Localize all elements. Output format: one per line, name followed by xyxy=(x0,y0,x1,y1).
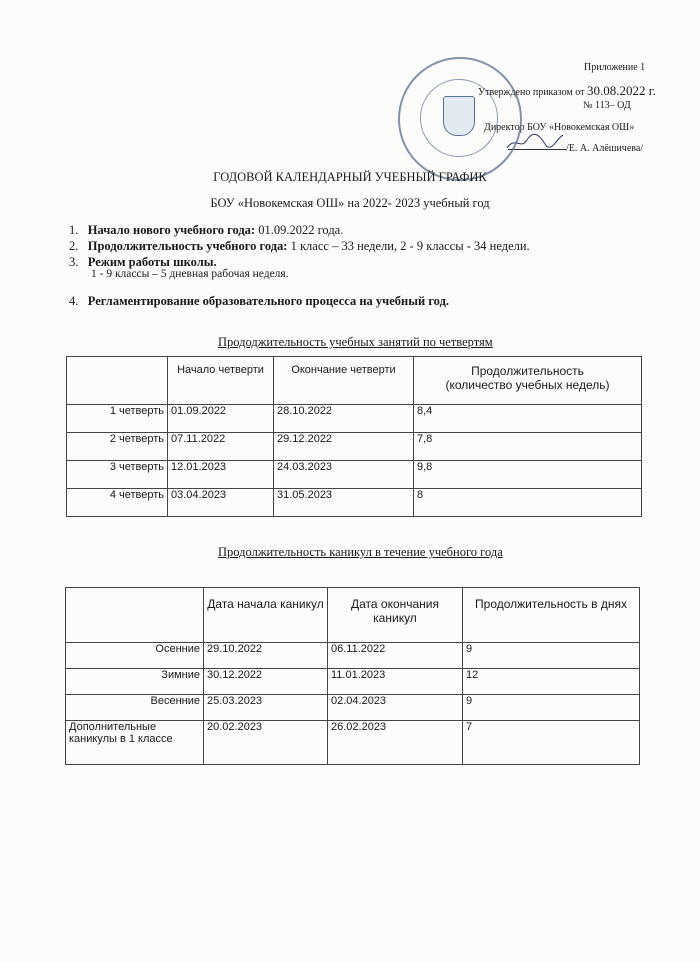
table-row xyxy=(66,669,640,695)
table2-caption: Продолжительность каникул в течение учебного года xyxy=(218,545,503,559)
table-row xyxy=(66,721,640,765)
header-cell: Начало четверти xyxy=(168,357,274,405)
page-subtitle: БОУ «Новокемская ОШ» на 2022- 2023 учебный год xyxy=(210,196,490,210)
approval-date: 30.08.2022 г. xyxy=(586,83,656,98)
item-number: 4. xyxy=(69,294,79,308)
table-cell: 9 xyxy=(463,643,640,669)
table-header-row xyxy=(67,357,642,405)
table-cell: 11.01.2023 xyxy=(328,669,463,695)
item-number: 3. xyxy=(69,255,79,269)
table-cell: 2 четверть xyxy=(67,433,168,461)
approval-text: Утверждено приказом от xyxy=(478,87,587,98)
table-cell: 07.11.2022 xyxy=(168,433,274,461)
item-number: 1. xyxy=(69,223,79,237)
signature-name: /Е. А. Алёшичева/ xyxy=(566,143,644,154)
table-cell: 7 xyxy=(463,721,640,765)
table1-caption: Прододжительность учебных занятий по четвертям xyxy=(218,335,493,349)
header-cell xyxy=(67,357,168,405)
item-value: 1 класс – 33 недели, 2 - 9 классы - 34 недели. xyxy=(287,239,530,253)
header-cell: Продолжительность в днях xyxy=(463,588,640,643)
table-cell: 1 четверть xyxy=(67,405,168,433)
table-cell: 02.04.2023 xyxy=(328,695,463,721)
page-title: ГОДОВОЙ КАЛЕНДАРНЫЙ УЧЕБНЫЙ ГРАФИК xyxy=(213,170,487,184)
table-row xyxy=(67,489,642,517)
item-label: Продолжительность учебного года: xyxy=(87,239,288,253)
table-row xyxy=(67,405,642,433)
table-row xyxy=(67,433,642,461)
table-cell: Весенние xyxy=(66,695,204,721)
item-label: Начало нового учебного года: xyxy=(87,223,256,237)
table-cell: 26.02.2023 xyxy=(328,721,463,765)
table-cell: Зимние xyxy=(66,669,204,695)
header-cell: Окончание четверти xyxy=(274,357,414,405)
item-3-detail: 1 - 9 классы – 5 дневная рабочая неделя. xyxy=(91,268,289,280)
table-cell: 12 xyxy=(463,669,640,695)
item-value: 01.09.2022 года. xyxy=(255,223,344,237)
header-cell: Дата окончания каникул xyxy=(328,588,463,643)
table-cell: 20.02.2023 xyxy=(204,721,328,765)
table-cell: 01.09.2022 xyxy=(168,405,274,433)
table-cell: 25.03.2023 xyxy=(204,695,328,721)
item-label: Режим работы школы. xyxy=(87,255,217,269)
holidays-table xyxy=(65,587,640,765)
item-1 xyxy=(69,223,343,238)
item-4 xyxy=(69,294,449,309)
table-cell: 29.12.2022 xyxy=(274,433,414,461)
coat-of-arms-icon xyxy=(443,96,475,136)
quarters-table xyxy=(66,356,642,517)
table-cell: 31.05.2023 xyxy=(274,489,414,517)
item-2 xyxy=(69,239,530,254)
item-label: Регламентирование образовательного процесса на учебный год. xyxy=(87,294,450,308)
header-cell: Продолжительность (количество учебных недель) xyxy=(414,357,642,405)
table-cell: Дополнительные каникулы в 1 классе xyxy=(66,721,204,765)
table-cell: 3 четверть xyxy=(67,461,168,489)
table-row xyxy=(66,643,640,669)
item-number: 2. xyxy=(69,239,79,253)
table-cell: 7,8 xyxy=(414,433,642,461)
table-row xyxy=(67,461,642,489)
table-cell: 06.11.2022 xyxy=(328,643,463,669)
table-cell: 28.10.2022 xyxy=(274,405,414,433)
header-cell: Дата начала каникул xyxy=(204,588,328,643)
table-cell: 4 четверть xyxy=(67,489,168,517)
director-title: Директор БОУ «Новокемская ОШ» xyxy=(484,122,635,133)
order-number: № 113– ОД xyxy=(583,100,631,111)
table-cell: 8 xyxy=(414,489,642,517)
table-cell: 9,8 xyxy=(414,461,642,489)
appendix-label: Приложение 1 xyxy=(584,62,646,73)
table-cell: 29.10.2022 xyxy=(204,643,328,669)
table-cell: 12.01.2023 xyxy=(168,461,274,489)
table-cell: 9 xyxy=(463,695,640,721)
table-cell: 24.03.2023 xyxy=(274,461,414,489)
table-cell: 30.12.2022 xyxy=(204,669,328,695)
header-cell xyxy=(66,588,204,643)
table-cell: Осенние xyxy=(66,643,204,669)
table-header-row xyxy=(66,588,640,643)
table-cell: 8,4 xyxy=(414,405,642,433)
table-row xyxy=(66,695,640,721)
table-cell: 03.04.2023 xyxy=(168,489,274,517)
